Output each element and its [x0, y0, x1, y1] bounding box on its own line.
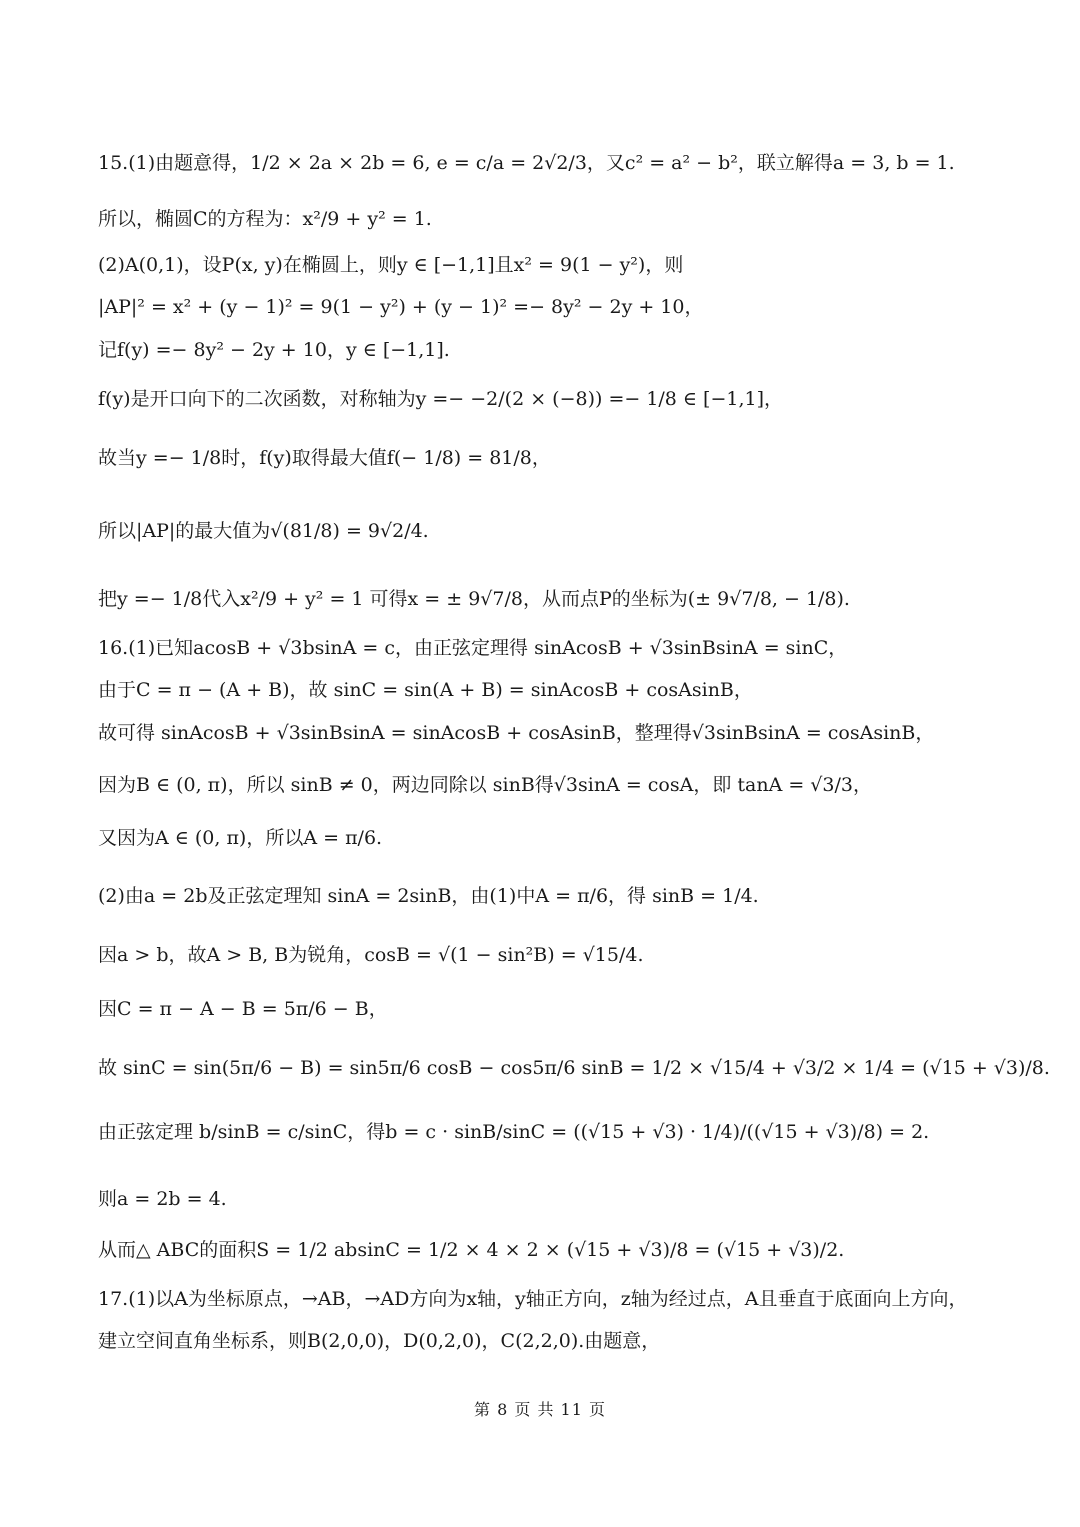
text-line: 从而△ ABC的面积S = 1/2 absinC = 1/2 × 4 × 2 × (√15 + √3)/8 = (√15 + √3)/2. — [98, 1239, 845, 1261]
text-line: 故当y =− 1/8时，f(y)取得最大值f(− 1/8) = 81/8， — [98, 447, 551, 469]
text-line: 由于C = π − (A + B)，故 sinC = sin(A + B) = sinAcosB + cosAsinB， — [98, 679, 753, 701]
text-line: 因C = π − A − B = 5π/6 − B， — [98, 998, 388, 1020]
text-line: 故 sinC = sin(5π/6 − B) = sin5π/6 cosB − cos5π/6 sinB = 1/2 × √15/4 + √3/2 × 1/4 = (√15 + √3)/8. — [98, 1057, 1050, 1079]
text-line: |AP|² = x² + (y − 1)² = 9(1 − y²) + (y − 1)² =− 8y² − 2y + 10， — [98, 296, 704, 318]
text-line: 记f(y) =− 8y² − 2y + 10，y ∈ [−1,1]. — [98, 339, 450, 361]
text-line: 故可得 sinAcosB + √3sinBsinA = sinAcosB + cosAsinB，整理得√3sinBsinA = cosAsinB， — [98, 722, 935, 744]
text-line: 建立空间直角坐标系，则B(2,0,0)，D(0,2,0)，C(2,2,0).由题意， — [98, 1330, 661, 1352]
text-line: 把y =− 1/8代入x²/9 + y² = 1 可得x = ± 9√7/8，从而点P的坐标为(± 9√7/8, − 1/8). — [98, 588, 850, 610]
text-line: 因为B ∈ (0, π)，所以 sinB ≠ 0，两边同除以 sinB得√3sinA = cosA，即 tanA = √3/3， — [98, 774, 872, 796]
text-line: f(y)是开口向下的二次函数，对称轴为y =− −2/(2 × (−8)) =− 1/8 ∈ [−1,1]， — [98, 388, 784, 410]
text-line: 16.(1)已知acosB + √3bsinA = c，由正弦定理得 sinAcosB + √3sinBsinA = sinC， — [98, 637, 848, 659]
text-line: (2)A(0,1)，设P(x, y)在椭圆上，则y ∈ [−1,1]且x² = 9(1 − y²)，则 — [98, 254, 684, 276]
text-line: 又因为A ∈ (0, π)，所以A = π/6. — [98, 827, 383, 849]
text-line: (2)由a = 2b及正弦定理知 sinA = 2sinB，由(1)中A = π/6，得 sinB = 1/4. — [98, 885, 759, 907]
text-line: 因a > b，故A > B, B为锐角，cosB = √(1 − sin²B) = √15/4. — [98, 944, 644, 966]
text-line: 15.(1)由题意得，1/2 × 2a × 2b = 6, e = c/a = 2√2/3，又c² = a² − b²，联立解得a = 3, b = 1. — [98, 152, 955, 174]
text-line: 所以|AP|的最大值为√(81/8) = 9√2/4. — [98, 520, 429, 542]
text-line: 由正弦定理 b/sinB = c/sinC，得b = c · sinB/sinC = ((√15 + √3) · 1/4)/((√15 + √3)/8) = 2. — [98, 1121, 930, 1143]
page-footer: 第 8 页 共 11 页 — [474, 1400, 606, 1419]
text-line: 则a = 2b = 4. — [98, 1188, 227, 1210]
text-line: 17.(1)以A为坐标原点，→AB，→AD方向为x轴，y轴正方向，z轴为经过点，A且垂直于底面向上方向， — [98, 1288, 968, 1310]
text-line: 所以，椭圆C的方程为：x²/9 + y² = 1. — [98, 208, 432, 230]
